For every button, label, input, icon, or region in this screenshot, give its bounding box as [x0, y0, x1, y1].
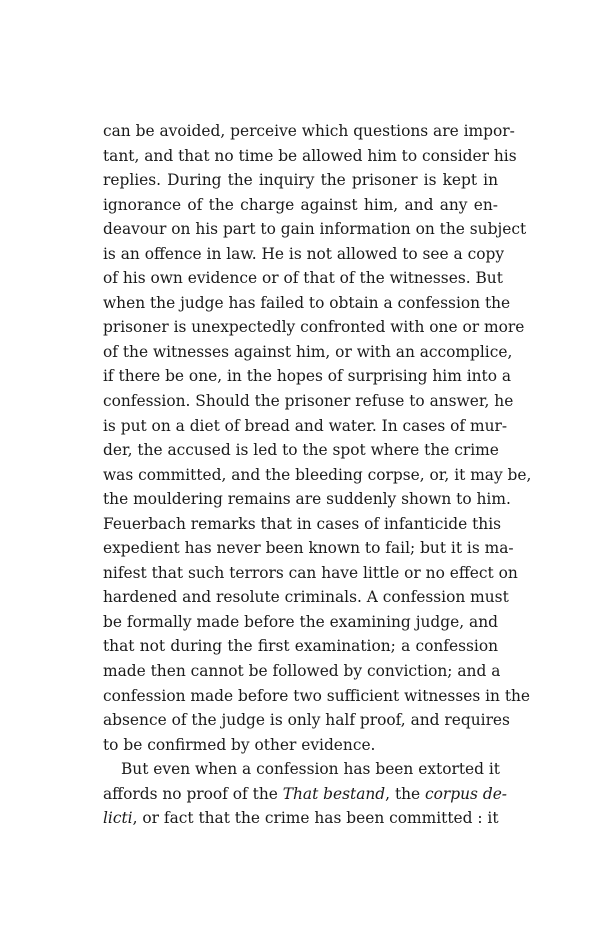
body-text: [103, 119, 532, 831]
text-line: be formally made before the examining judge, and: [103, 612, 498, 631]
text-line: confession. Should the prisoner refuse to answer, he: [103, 392, 514, 411]
text-line: is put on a diet of bread and water. In cases of mur-: [103, 416, 508, 435]
text-line: of his own evidence or of that of the witnesses. But: [103, 269, 503, 288]
text-line: made then cannot be followed by conviction; and a: [103, 662, 501, 681]
text-line: ignorance of the charge against him, and any en-: [103, 195, 498, 214]
text-line: confession made before two sufficient witnesses in the: [103, 686, 531, 705]
text-line: [103, 806, 498, 831]
text-line: to be confirmed by other evidence.: [103, 735, 376, 754]
text-line: if there be one, in the hopes of surprising him into a: [103, 367, 512, 386]
text-line: is an offence in law. He is not allowed to see a copy: [103, 244, 505, 263]
text-run: affords no proof of the: [103, 784, 283, 803]
text-run: , the: [385, 784, 426, 803]
italic-term: corpus de-: [425, 784, 508, 803]
text-line: expedient has never been known to fail; but it is ma-: [103, 539, 514, 558]
text-line: absence of the judge is only half proof, and requires: [103, 711, 510, 730]
text-line: [103, 782, 508, 807]
text-line: deavour on his part to gain information on the subject: [103, 220, 527, 239]
italic-term: That bestand: [282, 784, 386, 803]
text-line: replies. During the inquiry the prisoner is kept in: [103, 171, 498, 190]
text-line: hardened and resolute criminals. A confession must: [103, 588, 509, 607]
text-line: But even when a confession has been extorted it: [121, 760, 500, 779]
text-line: that not during the first examination; a confession: [103, 637, 498, 656]
text-line: nifest that such terrors can have little or no effect on: [103, 563, 518, 582]
text-line: Feuerbach remarks that in cases of infanticide this: [103, 514, 502, 533]
text-run: , or fact that the crime has been committed : it: [132, 809, 499, 828]
italic-term: licti: [103, 809, 133, 828]
text-line: der, the accused is led to the spot where the crime: [103, 441, 499, 460]
text-line: the mouldering remains are suddenly shown to him.: [103, 490, 511, 509]
text-line: of the witnesses against him, or with an accomplice,: [103, 342, 513, 361]
text-line: when the judge has failed to obtain a confession the: [103, 293, 511, 312]
text-line: tant, and that no time be allowed him to consider his: [103, 146, 517, 165]
text-line: prisoner is unexpectedly confronted with one or more: [103, 318, 525, 337]
text-line: was committed, and the bleeding corpse, or, it may be,: [103, 465, 532, 484]
text-line: can be avoided, perceive which questions are impor-: [103, 122, 515, 140]
